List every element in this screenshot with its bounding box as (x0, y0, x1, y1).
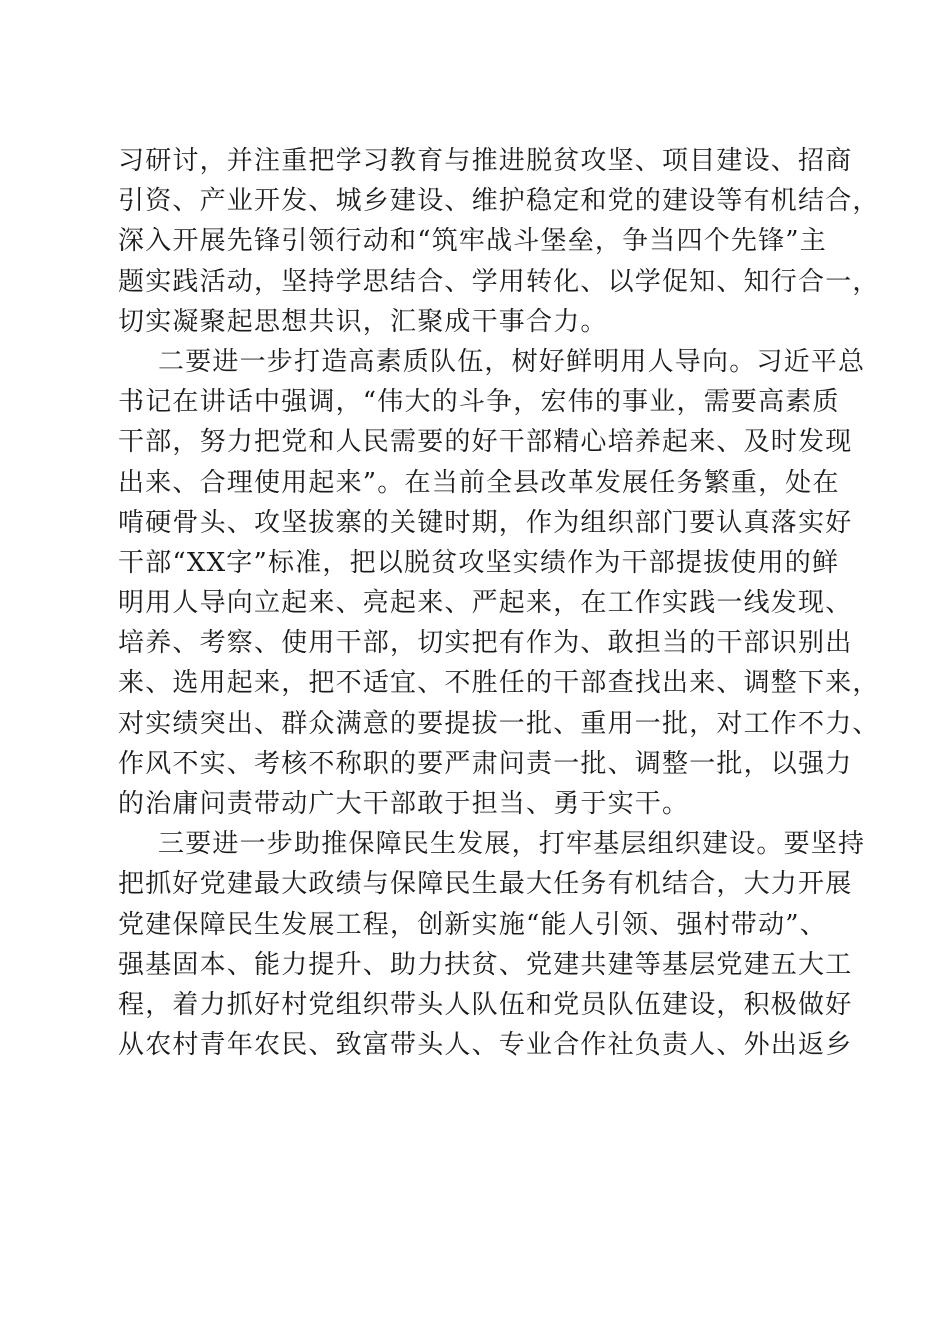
text-line: 来、选用起来，把不适宜、不胜任的干部查找出来、调整下来， (118, 668, 880, 699)
text-line: 从农村青年农民、致富带头人、专业合作社负责人、外出返乡 (118, 1030, 853, 1061)
text-line: 出来、合理使用起来”。在当前全县改革发展任务繁重，处在 (118, 467, 840, 498)
text-line: 干部“XX字”标准，把以脱贫攻坚实绩作为干部提拔使用的鲜 (118, 547, 840, 578)
text-line: 干部，努力把党和人民需要的好干部精心培养起来、及时发现 (118, 427, 853, 458)
paragraph-first-line: 二要进一步打造高素质队伍，树好鲜明用人导向。习近平总 (158, 346, 866, 377)
text-line: 程，着力抓好村党组织带头人队伍和党员队伍建设，积极做好 (118, 989, 853, 1020)
text-line: 的治庸问责带动广大干部敢于担当、勇于实干。 (118, 789, 690, 819)
text-line: 引资、产业开发、城乡建设、维护稳定和党的建设等有机结合， (118, 186, 880, 217)
text-line: 对实绩突出、群众满意的要提拔一批、重用一批，对工作不力、 (118, 708, 880, 739)
body-text (118, 141, 880, 1065)
text-line: 深入开展先锋引领行动和“筑牢战斗堡垒，争当四个先锋”主 (118, 226, 827, 257)
text-line: 书记在讲话中强调，“伟大的斗争，宏伟的事业，需要高素质 (118, 387, 840, 418)
text-line: 强基固本、能力提升、助力扶贫、党建共建等基层党建五大工 (118, 949, 853, 980)
text-line: 把抓好党建最大政绩与保障民生最大任务有机结合，大力开展 (118, 869, 853, 900)
text-line: 题实践活动，坚持学思结合、学用转化、以学促知、知行合一， (118, 266, 880, 297)
text-line: 作风不实、考核不称职的要严肃问责一批、调整一批，以强力 (118, 748, 853, 779)
text-line: 明用人导向立起来、亮起来、严起来，在工作实践一线发现、 (118, 588, 853, 619)
paragraph-first-line: 三要进一步助推保障民生发展，打牢基层组织建设。要坚持 (158, 829, 866, 860)
text-line: 党建保障民生发展工程，创新实施“能人引领、强村带动”、 (118, 909, 827, 940)
text-line: 培养、考察、使用干部，切实把有作为、敢担当的干部识别出 (118, 628, 853, 659)
text-line: 啃硬骨头、攻坚拔寨的关键时期，作为组织部门要认真落实好 (118, 507, 853, 538)
text-line: 切实凝聚起思想共识，汇聚成干事合力。 (118, 306, 608, 337)
text-line: 习研讨，并注重把学习教育与推进脱贫攻坚、项目建设、招商 (118, 146, 853, 176)
